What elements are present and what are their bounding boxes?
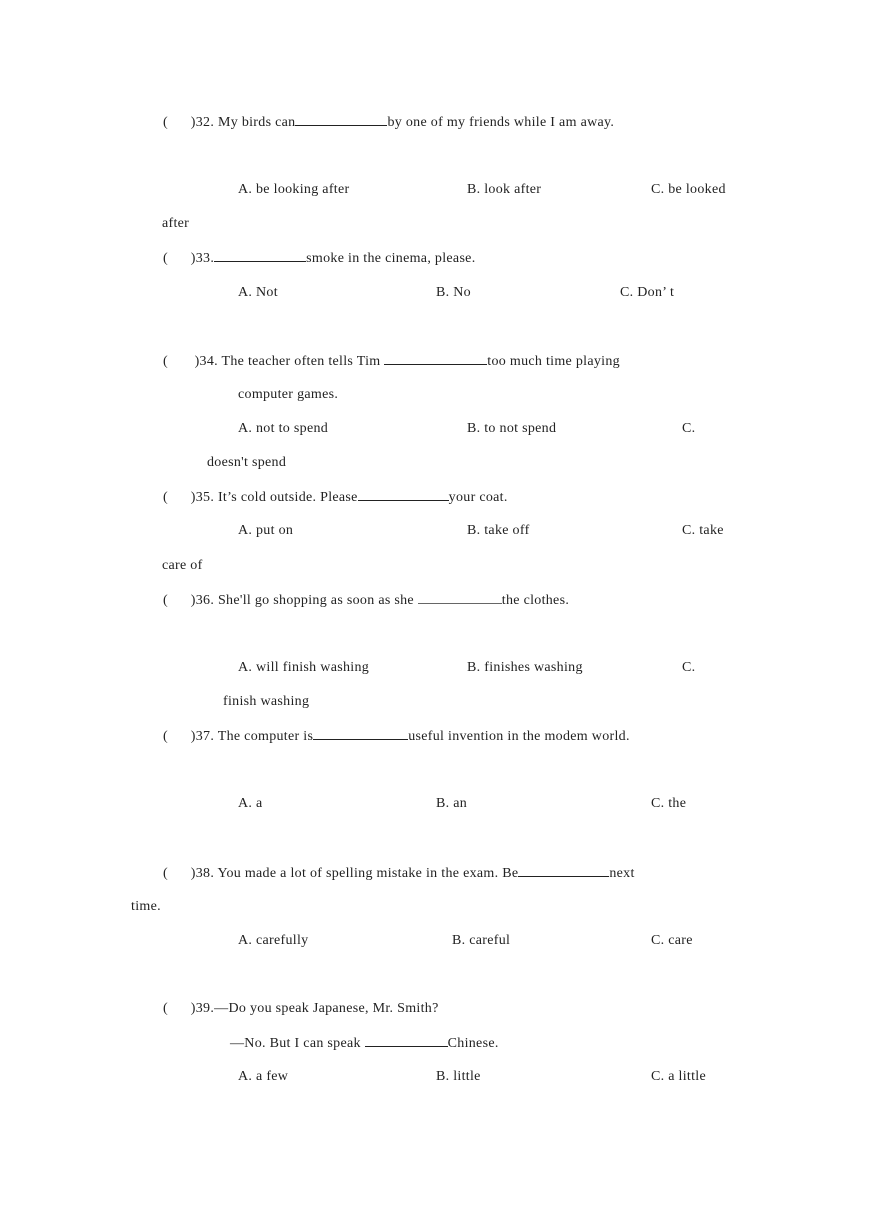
option-a: A. be looking after [238, 182, 350, 197]
question-39 [163, 1000, 439, 1018]
option-b: B. take off [467, 523, 530, 538]
question-35 [163, 488, 508, 507]
option-a: A. carefully [238, 933, 309, 948]
option-c: C. a little [651, 1069, 707, 1084]
question-stem-before: You made a lot of spelling mistake in the exam. Be [217, 866, 519, 881]
question-stem-after: too much time playing [487, 354, 620, 369]
option-c: C. [682, 421, 696, 436]
answer-blank[interactable] [518, 864, 609, 877]
option-a: A. Not [238, 285, 278, 300]
paren-open: ( [163, 729, 168, 744]
paren-close: ) [190, 490, 196, 505]
answer-blank[interactable] [365, 1034, 448, 1047]
option-c: C. be looked [651, 182, 726, 197]
question-number: 36. [195, 593, 215, 608]
option-b: B. No [436, 285, 471, 300]
question-stem-after: by one of my friends while I am away. [387, 115, 615, 130]
paren-close: ) [190, 729, 196, 744]
paren-close: ) [190, 593, 196, 608]
paren-close: ) [190, 115, 196, 130]
question-stem-line2: computer games. [238, 387, 339, 402]
paren-close: ) [194, 354, 200, 369]
option-a: A. a [238, 796, 263, 811]
answer-blank[interactable] [358, 488, 449, 501]
option-c-wrap: care of [162, 558, 203, 573]
option-c: C. Don’ t [620, 285, 675, 300]
paren-open: ( [163, 354, 168, 369]
paren-close: ) [190, 251, 196, 266]
option-c-wrap: finish washing [223, 694, 310, 709]
option-c-wrap: doesn't spend [207, 455, 287, 470]
paren-close: ) [190, 1001, 196, 1016]
question-stem-after: your coat. [448, 490, 508, 505]
question-number: 39. [195, 1001, 215, 1016]
answer-blank[interactable] [384, 352, 487, 365]
question-stem-after: useful invention in the modem world. [408, 729, 630, 744]
question-number: 35. [195, 490, 215, 505]
answer-blank[interactable] [313, 727, 408, 740]
paren-open: ( [163, 115, 168, 130]
question-number: 38. [195, 866, 215, 881]
option-a: A. put on [238, 523, 294, 538]
paren-close: ) [190, 866, 196, 881]
option-a: A. a few [238, 1069, 289, 1084]
option-b: B. an [436, 796, 468, 811]
question-stem-line2-after: Chinese. [447, 1036, 499, 1051]
question-number: 32. [195, 115, 215, 130]
option-b: B. look after [467, 182, 542, 197]
question-stem-wrap: time. [131, 899, 161, 914]
answer-blank[interactable] [214, 249, 306, 262]
question-stem-before: It’s cold outside. Please [217, 490, 358, 505]
question-stem-before: She'll go shopping as soon as she [217, 593, 414, 608]
paren-open: ( [163, 251, 168, 266]
question-39-line2 [230, 1034, 499, 1053]
option-b: B. to not spend [467, 421, 557, 436]
question-37 [163, 727, 630, 746]
option-c: C. care [651, 933, 693, 948]
question-stem-before: The computer is [217, 729, 314, 744]
option-c-wrap: after [162, 216, 190, 231]
question-stem-after: next [609, 866, 635, 881]
question-number: 34. [199, 354, 218, 369]
paren-open: ( [163, 866, 168, 881]
option-a: A. will finish washing [238, 660, 370, 675]
answer-blank[interactable] [295, 113, 387, 126]
option-c: C. take [682, 523, 724, 538]
paren-open: ( [163, 1001, 168, 1016]
paren-open: ( [163, 490, 168, 505]
question-32 [163, 113, 614, 132]
question-36 [163, 591, 569, 610]
question-stem-before: —Do you speak Japanese, Mr. Smith? [214, 1001, 439, 1016]
question-stem-after: smoke in the cinema, please. [306, 251, 476, 266]
question-38 [163, 864, 635, 883]
question-34 [163, 352, 620, 371]
paren-open: ( [163, 593, 168, 608]
question-stem-line2-before: —No. But I can speak [230, 1036, 361, 1051]
option-c: C. the [651, 796, 687, 811]
option-b: B. careful [452, 933, 511, 948]
option-c: C. [682, 660, 696, 675]
option-b: B. little [436, 1069, 481, 1084]
question-stem-before: The teacher often tells Tim [221, 354, 381, 369]
answer-blank[interactable] [418, 591, 502, 604]
option-b: B. finishes washing [467, 660, 583, 675]
question-number: 33. [195, 251, 215, 266]
question-stem-before: My birds can [217, 115, 296, 130]
question-stem-after: the clothes. [501, 593, 570, 608]
question-number: 37. [195, 729, 215, 744]
question-33 [163, 249, 476, 268]
option-a: A. not to spend [238, 421, 329, 436]
